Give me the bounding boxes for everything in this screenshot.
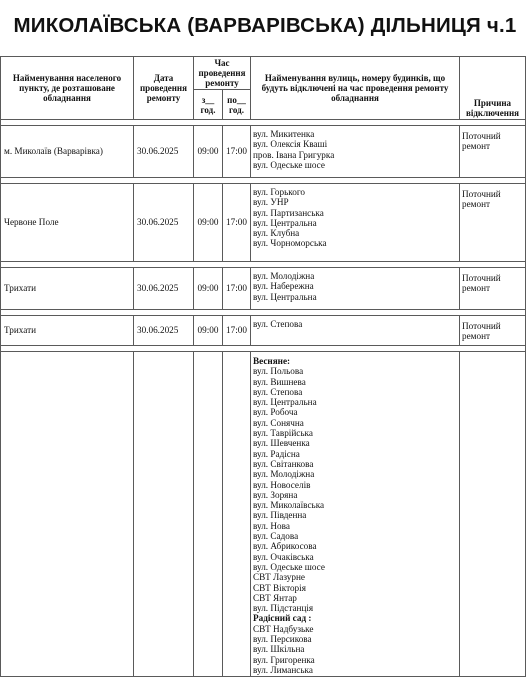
time-to-cell xyxy=(223,352,251,677)
table-row xyxy=(1,268,526,310)
street-item: Весняне: xyxy=(253,356,291,366)
street-item: СВТ Лазурне xyxy=(253,572,305,583)
reason-cell: Поточний ремонт xyxy=(460,126,526,178)
street-item: вул. Микитенка xyxy=(253,129,315,139)
time-from-cell: 09:00 xyxy=(194,316,223,346)
street-item: вул. Сонячна xyxy=(253,417,304,428)
street-item: вул. УНР xyxy=(253,197,289,208)
street-item: вул. Клубна xyxy=(253,228,300,239)
street-item: СВТ Надбузьке xyxy=(253,623,314,634)
time-to-cell: 17:00 xyxy=(223,268,251,310)
streets-cell xyxy=(251,316,460,346)
time-from-cell xyxy=(194,352,223,677)
street-item: вул. Степова xyxy=(253,319,303,329)
place-cell: Трихати xyxy=(1,268,134,310)
streets-cell xyxy=(251,126,460,178)
street-item: вул. Горького xyxy=(253,187,305,197)
street-item: СВТ Янтар xyxy=(253,592,297,603)
street-item: вул. Григоренка xyxy=(253,654,315,665)
header-streets: Найменування вулиць, номеру будинків, що будуть відключені на час проведення ремонту обладнання xyxy=(251,57,460,120)
street-item: вул. Робоча xyxy=(253,407,298,418)
street-item: вул. Шевченка xyxy=(253,438,310,449)
street-item: вул. Чорноморська xyxy=(253,238,327,249)
street-item: пров. Івана Григурка xyxy=(253,149,335,160)
street-item: вул. Світанкова xyxy=(253,458,314,469)
place-cell: Червоне Поле xyxy=(1,184,134,262)
street-item: СВТ Вікторія xyxy=(253,582,306,593)
time-from-cell: 09:00 xyxy=(194,126,223,178)
street-item: вул. Вишнева xyxy=(253,376,306,387)
date-cell xyxy=(134,352,194,677)
header-place: Найменування населеного пункту, де розташоване обладнання xyxy=(1,57,134,120)
streets-cell xyxy=(251,352,460,677)
street-item: вул. Радісна xyxy=(253,448,300,459)
street-item: вул. Набережна xyxy=(253,281,314,292)
date-cell: 30.06.2025 xyxy=(134,268,194,310)
date-cell: 30.06.2025 xyxy=(134,316,194,346)
street-item: вул. Новоселів xyxy=(253,479,311,490)
street-item: вул. Одеське шосе xyxy=(253,159,325,170)
street-item: вул. Олексія Кваші xyxy=(253,139,328,150)
street-item: вул. Центральна xyxy=(253,291,317,302)
street-item: вул. Лиманська xyxy=(253,664,313,675)
street-item: вул. Південна xyxy=(253,510,307,521)
street-item: вул. Підстанція xyxy=(253,603,314,614)
header-reason: Причина відключення xyxy=(460,57,526,120)
outage-table xyxy=(0,56,526,677)
reason-cell: Поточний ремонт xyxy=(460,316,526,346)
reason-cell: Поточний ремонт xyxy=(460,184,526,262)
header-to: по__ год. xyxy=(223,90,251,120)
street-item: вул. Нова xyxy=(253,520,290,531)
time-from-cell: 09:00 xyxy=(194,184,223,262)
street-item: вул. Таврійська xyxy=(253,428,313,439)
table-header xyxy=(1,57,526,120)
street-item: вул. Зоряна xyxy=(253,489,298,500)
table-row xyxy=(1,352,526,677)
time-to-cell: 17:00 xyxy=(223,184,251,262)
table-row xyxy=(1,184,526,262)
time-to-cell: 17:00 xyxy=(223,316,251,346)
place-cell: Трихати xyxy=(1,316,134,346)
street-item: вул. Персикова xyxy=(253,634,312,645)
header-date: Дата проведення ремонту xyxy=(134,57,194,120)
place-cell xyxy=(1,352,134,677)
street-item: вул. Польова xyxy=(253,366,304,377)
street-item: вул. Миколаївська xyxy=(253,500,325,511)
street-item: Радісний сад : xyxy=(253,613,312,624)
street-item: вул. Молодіжна xyxy=(253,271,315,281)
street-item: вул. Партизанська xyxy=(253,207,324,218)
header-time: Час проведення ремонту xyxy=(194,57,251,90)
table-body xyxy=(1,120,526,677)
street-item: вул. Центральна xyxy=(253,217,317,228)
street-item: вул. Очаківська xyxy=(253,551,314,562)
street-item: вул. Одеське шосе xyxy=(253,561,325,572)
street-item: вул. Садова xyxy=(253,531,299,542)
date-cell: 30.06.2025 xyxy=(134,126,194,178)
street-item: вул. Степова xyxy=(253,386,303,397)
table-row xyxy=(1,126,526,178)
reason-cell xyxy=(460,352,526,677)
reason-cell: Поточний ремонт xyxy=(460,268,526,310)
street-item: вул. Абрикосова xyxy=(253,541,317,552)
time-to-cell: 17:00 xyxy=(223,126,251,178)
date-cell: 30.06.2025 xyxy=(134,184,194,262)
header-from: з__ год. xyxy=(194,90,223,120)
street-item: вул. Шкільна xyxy=(253,644,305,655)
table-row xyxy=(1,316,526,346)
streets-cell xyxy=(251,268,460,310)
time-from-cell: 09:00 xyxy=(194,268,223,310)
street-item: вул. Молодіжна xyxy=(253,469,315,480)
place-cell: м. Миколаїв (Варварівка) xyxy=(1,126,134,178)
page-title: МИКОЛАЇВСЬКА (ВАРВАРІВСЬКА) ДІЛЬНИЦЯ ч.1 xyxy=(13,14,517,37)
street-item: вул. Центральна xyxy=(253,397,317,408)
streets-cell xyxy=(251,184,460,262)
